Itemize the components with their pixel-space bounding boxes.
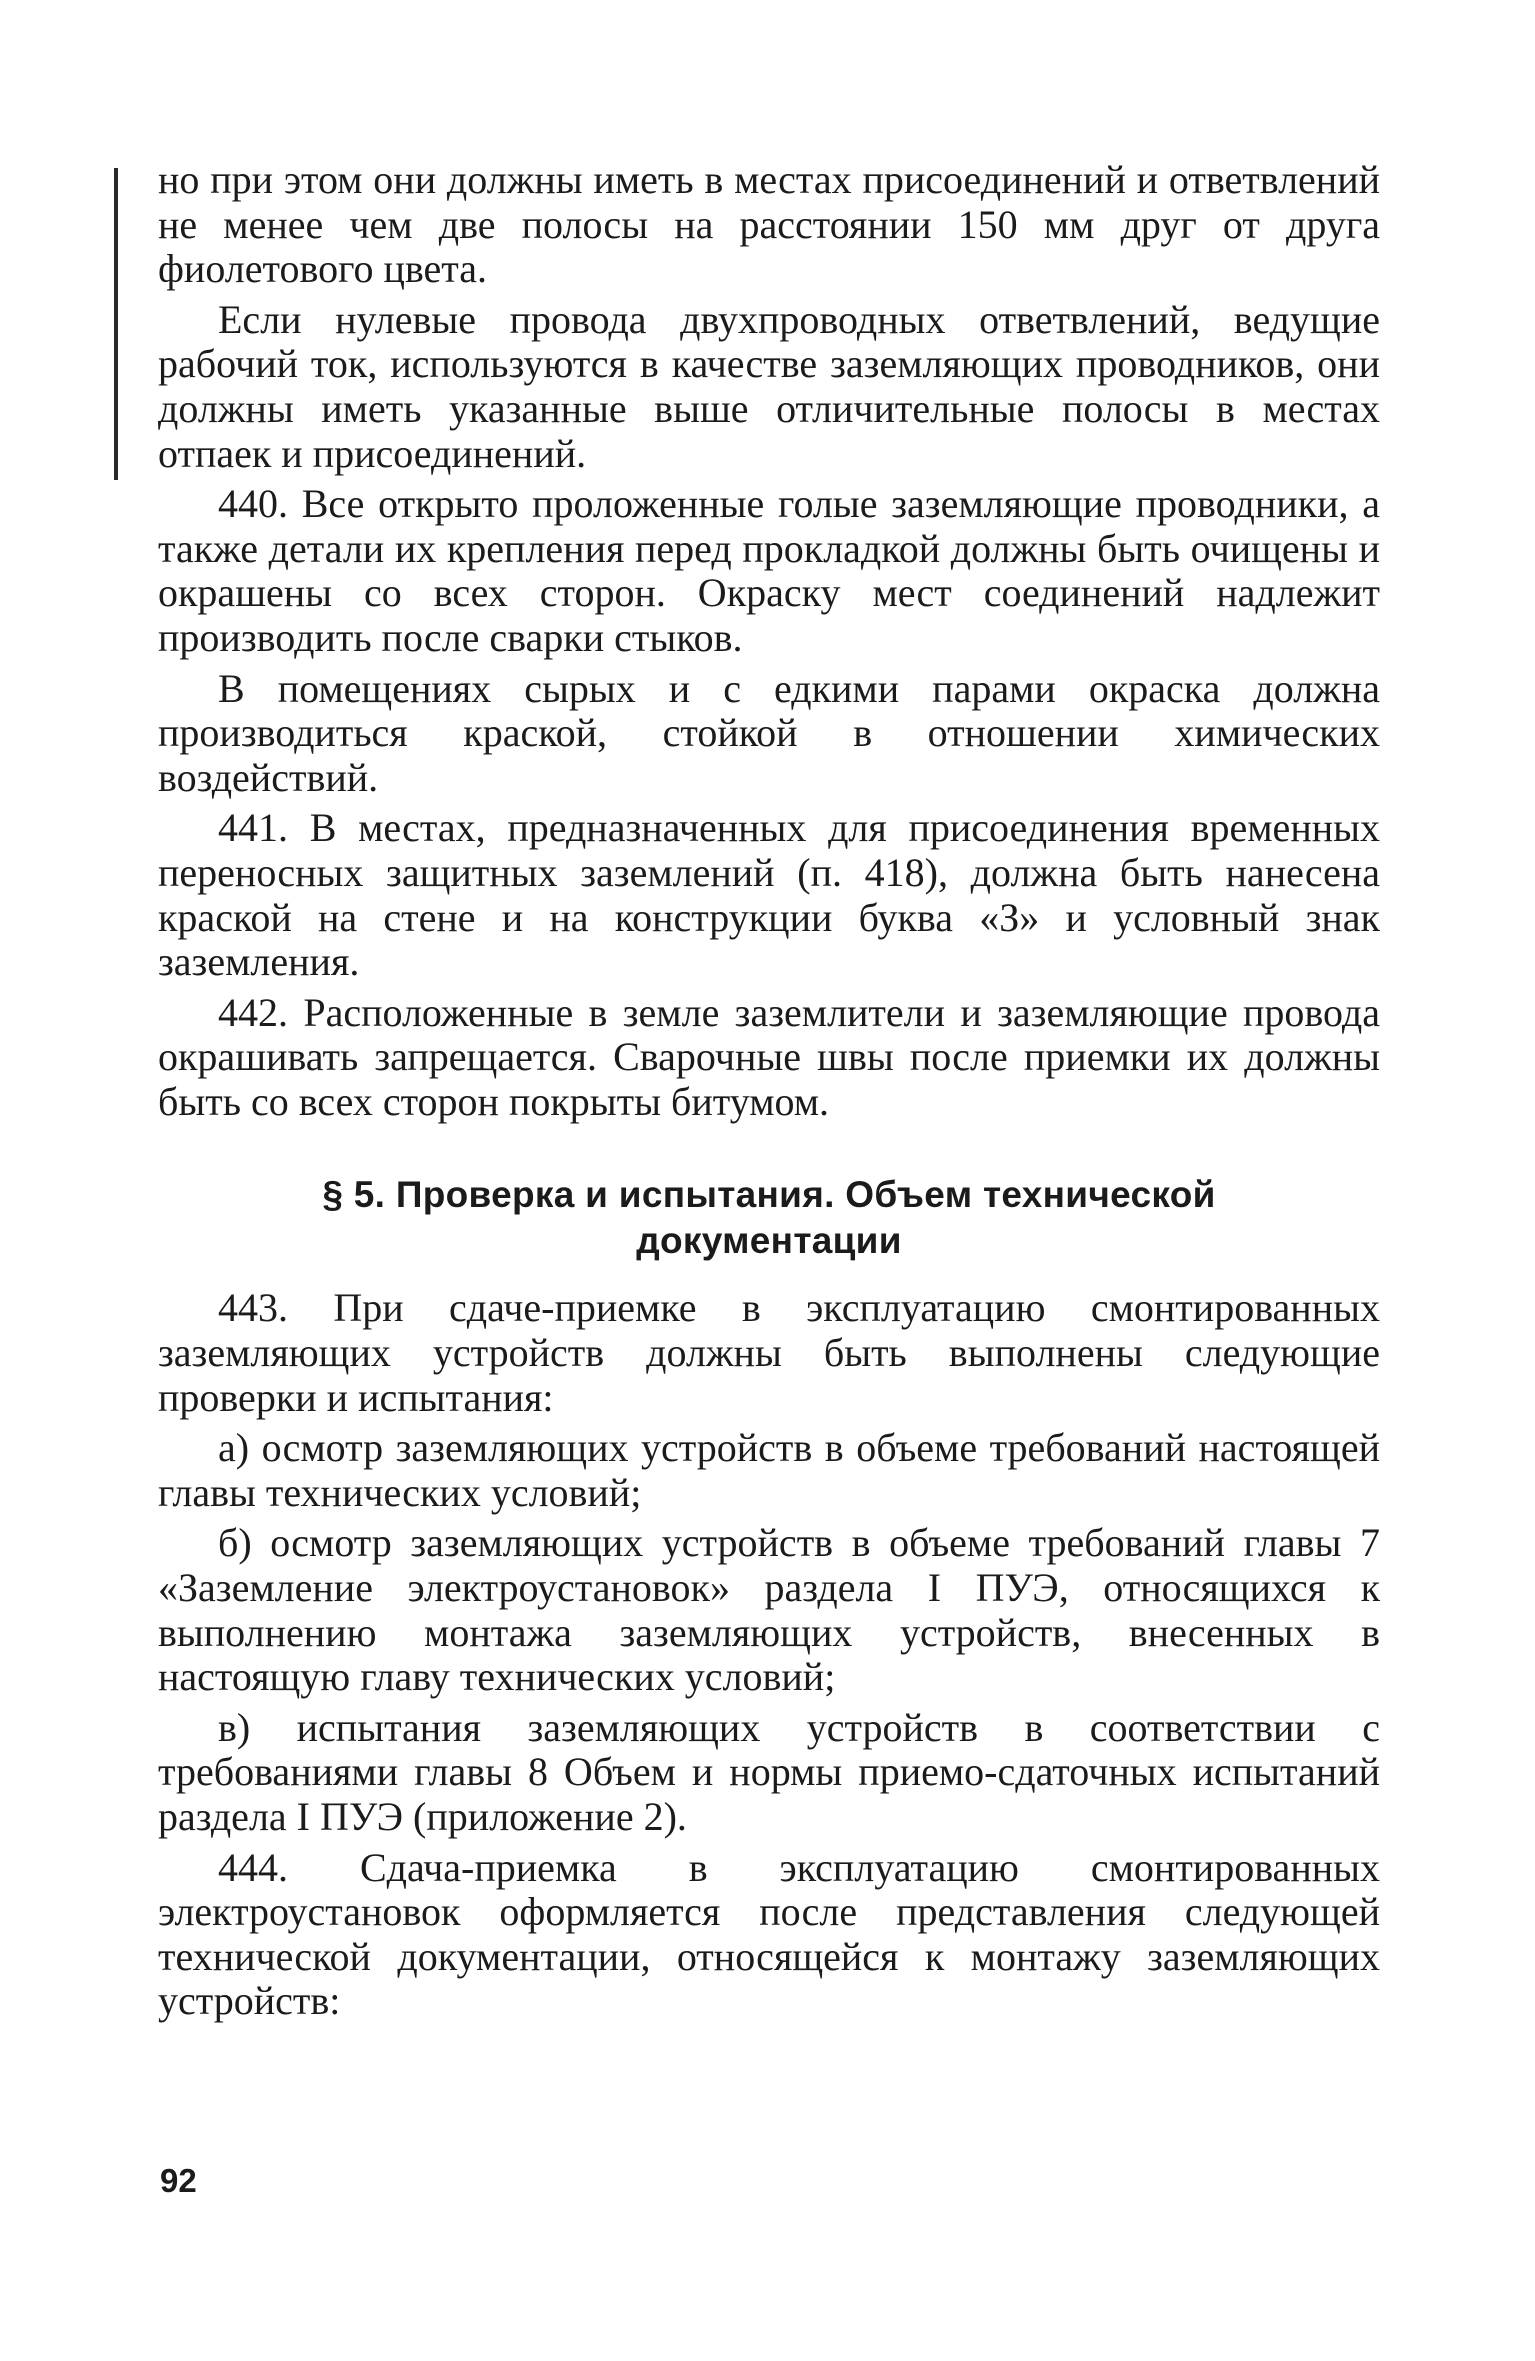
section-heading-line-1: § 5. Проверка и испытания. Объем технической	[322, 1174, 1216, 1216]
paragraph-zero-wires: Если нулевые провода двухпроводных ответвлений, ведущие рабочий ток, используются в качестве заземляющих проводников, они должны иметь указанные выше отличительные полосы в местах отпаек и присоединений.	[158, 296, 1380, 476]
paragraph-humid-rooms: В помещениях сырых и с едкими парами окраска должна производиться краской, стойкой в отношении химических воздействий.	[158, 665, 1380, 800]
page-body	[158, 158, 1380, 2024]
paragraph-continuation: но при этом они должны иметь в местах присоединений и ответвлений не менее чем две полосы на расстоянии 150 мм друг от друга фиолетового цвета.	[158, 157, 1380, 292]
paragraph-443: 443. При сдаче-приемке в эксплуатацию смонтированных заземляющих устройств должны быть выполнены следующие проверки и испытания:	[158, 1285, 1380, 1420]
section-heading-line-2: документации	[636, 1220, 902, 1262]
paragraph-444: 444. Сдача-приемка в эксплуатацию смонтированных электроустановок оформляется после представления следующей технической документации, относящейся к монтажу заземляющих устройств:	[158, 1844, 1380, 2024]
margin-revision-bar	[114, 168, 118, 480]
paragraph-440: 440. Все открыто проложенные голые заземляющие проводники, а также детали их крепления перед прокладкой должны быть очищены и окрашены со всех сторон. Окраску мест соединений надлежит производить после сварки стыков.	[158, 481, 1380, 660]
list-item-v: в) испытания заземляющих устройств в соответствии с требованиями главы 8 Объем и нормы приемо-сдаточных испытаний раздела I ПУЭ (приложение 2).	[158, 1704, 1380, 1839]
section-heading	[158, 1172, 1380, 1264]
paragraph-442: 442. Расположенные в земле заземлители и заземляющие провода окрашивать запрещается. Сварочные швы после приемки их должны быть со всех сторон покрыты битумом.	[158, 989, 1380, 1124]
paragraph-441: 441. В местах, предназначенных для присоединения временных переносных защитных заземлений (п. 418), должна быть нанесена краской на стене и на конструкции буква «З» и условный знак заземления.	[158, 805, 1380, 985]
list-item-a: а) осмотр заземляющих устройств в объеме требований настоящей главы технических условий;	[158, 1425, 1380, 1515]
list-item-b: б) осмотр заземляющих устройств в объеме требований главы 7 «Заземление электроустановок» раздела I ПУЭ, относящихся к выполнению монтажа заземляющих устройств, внесенных в настоящую главу технических условий;	[158, 1520, 1380, 1700]
page-number: 92	[160, 2162, 197, 2199]
